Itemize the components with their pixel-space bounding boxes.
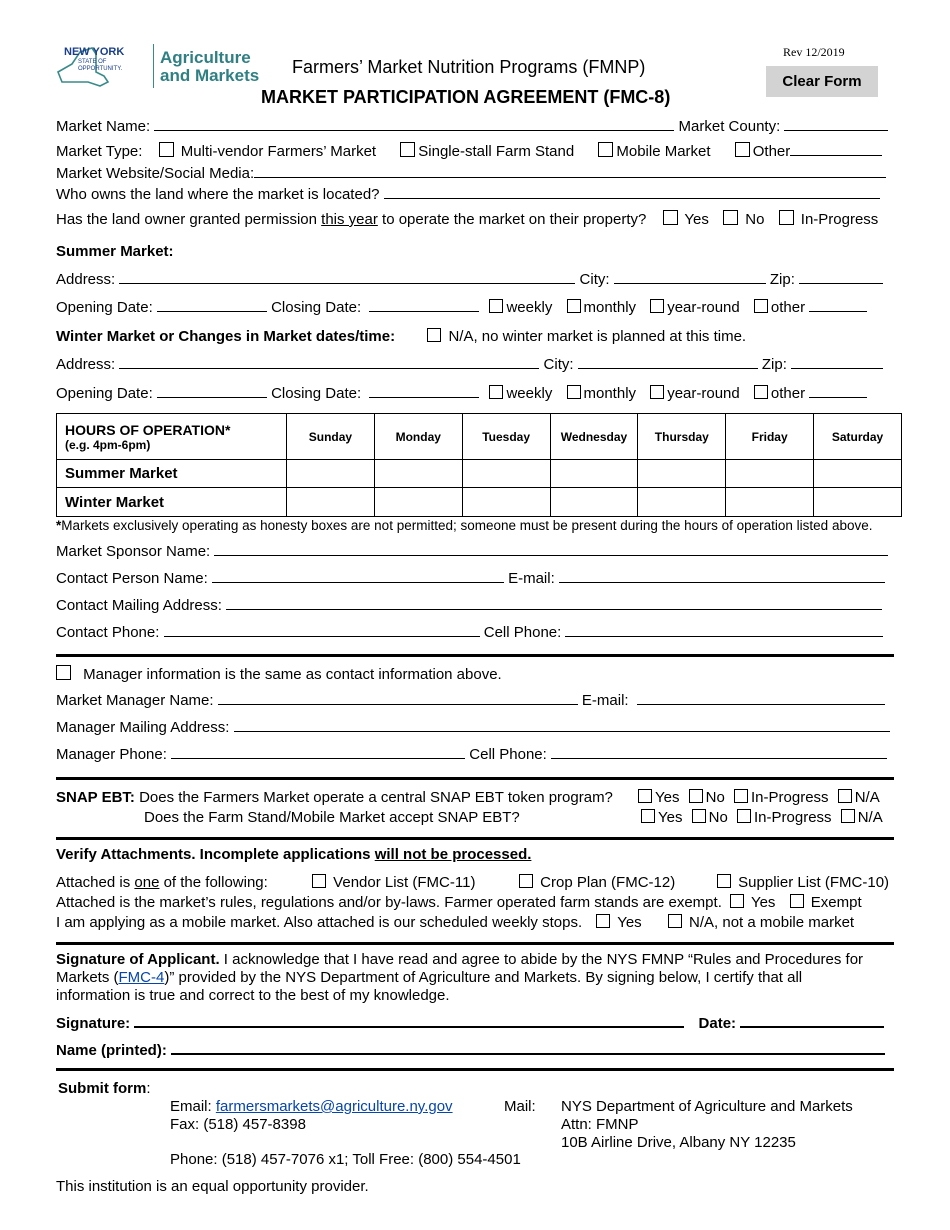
manager-mailing-row [56,719,890,736]
multi-vendor-checkbox[interactable] [159,142,174,157]
market-type-label: Market Type: [56,143,143,160]
other-type-checkbox[interactable] [735,142,750,157]
honesty-box-note [56,518,872,533]
crop-plan-option [519,874,675,891]
snap-q1-inprogress-checkbox[interactable] [734,789,748,803]
mobile-market-label: Mobile Market [616,143,711,160]
printed-name-label: Name (printed): [56,1042,167,1059]
snap-q1-yes-checkbox[interactable] [638,789,652,803]
summer-closing-input[interactable] [369,299,479,312]
summer-city-input[interactable] [614,271,766,284]
manager-same-label: Manager information is the same as contact information above. [83,666,502,683]
attach-line1-post: of the following: [159,874,268,891]
permission-label-pre: Has the land owner granted permission [56,211,322,228]
manager-email-input[interactable] [637,692,885,705]
contact-mailing-row [56,597,882,614]
manager-cell-input[interactable] [551,746,887,759]
permission-row [56,210,878,228]
summer-address-row [56,271,883,288]
market-name-row [56,118,888,135]
attachments-heading [56,846,531,863]
logo-dept-line1: Agriculture [160,48,251,67]
summer-monthly-checkbox[interactable] [567,299,581,313]
snap-q2-na-checkbox[interactable] [841,809,855,823]
land-owner-row [56,186,880,203]
form-title: MARKET PARTICIPATION AGREEMENT (FMC-8) [261,87,671,107]
signature-text-line2 [56,969,802,986]
hours-header-cell [57,414,287,460]
snap-q2-no-checkbox[interactable] [692,809,706,823]
summer-monthly-label: monthly [583,299,637,316]
summer-other-input[interactable] [809,299,867,312]
signature-text3: information is true and correct to the best of my knowledge. [56,987,450,1004]
sponsor-label: Market Sponsor Name: [56,543,211,560]
land-owner-label: Who owns the land where the market is located? [56,186,380,203]
manager-email-label: E-mail: [581,692,629,709]
signature-text2-post: )” provided by the NYS Department of Agriculture and Markets. By signing below, I certify that all [164,969,803,986]
contact-phone-label: Contact Phone: [56,624,160,641]
website-row [56,165,886,182]
divider-submit [56,1068,894,1071]
signature-input[interactable] [134,1014,684,1028]
winter-sunday-input[interactable] [287,488,375,517]
attach-line3 [56,914,854,931]
attach-line3-text: I am applying as a mobile market. Also attached is our scheduled weekly stops. [56,914,583,931]
summer-weekly-checkbox[interactable] [489,299,503,313]
winter-address-row [56,356,883,373]
permission-no-checkbox[interactable] [723,210,738,225]
winter-tuesday-input[interactable] [462,488,550,517]
winter-other-checkbox[interactable] [754,385,768,399]
winter-city-label: City: [543,356,574,373]
day-header-thursday: Thursday [638,414,726,460]
day-header-saturday: Saturday [814,414,902,460]
contact-cell-input[interactable] [565,624,883,637]
land-owner-input[interactable] [384,186,880,199]
winter-address-input[interactable] [119,356,539,369]
mobile-na-checkbox[interactable] [668,914,682,928]
winter-city-input[interactable] [578,356,758,369]
snap-q1-na-checkbox[interactable] [838,789,852,803]
printed-name-row [56,1041,885,1059]
winter-monthly-label: monthly [583,385,637,402]
manager-name-label: Market Manager Name: [56,692,214,709]
manager-phone-label: Manager Phone: [56,746,167,763]
revision-date: Rev 12/2019 [783,45,845,59]
logo-opportunity-text: OPPORTUNITY. [78,66,123,72]
program-title: Farmers’ Market Nutrition Programs (FMNP) [292,57,646,77]
logo-ny-text: NEW YORK [64,46,125,58]
hours-header-row [57,414,902,460]
snap-q1-text: Does the Farmers Market operate a central SNAP EBT token program? [139,789,613,806]
snap-q1-no-checkbox[interactable] [689,789,703,803]
snap-q1-options [638,789,880,806]
snap-q2-inprogress-checkbox[interactable] [737,809,751,823]
submit-fax: Fax: (518) 457-8398 [170,1116,306,1133]
market-county-input[interactable] [784,118,888,131]
crop-plan-label: Crop Plan (FMC-12) [540,874,676,891]
mobile-market-checkbox[interactable] [598,142,613,157]
winter-other-label: other [770,385,806,402]
submit-mail-line2: Attn: FMNP [561,1116,639,1133]
submit-mail-label: Mail: [504,1098,536,1115]
winter-hours-label: Winter Market [57,488,287,517]
summer-other-checkbox[interactable] [754,299,768,313]
manager-same-row [56,665,502,683]
attach-line1-pre: Attached is [56,874,135,891]
permission-inprogress-checkbox[interactable] [779,210,794,225]
submit-mail-line1: NYS Department of Agriculture and Markets [561,1098,853,1115]
snap-q2-yes-label: Yes [658,809,683,826]
summer-address-input[interactable] [119,271,575,284]
contact-person-row [56,570,885,587]
winter-zip-label: Zip: [761,356,787,373]
winter-closing-label: Closing Date: [271,385,362,402]
summer-friday-input[interactable] [726,460,814,488]
printed-name-input[interactable] [171,1041,885,1055]
winter-na-label: N/A, no winter market is planned at this time. [448,328,747,345]
mobile-na-label: N/A, not a mobile market [689,914,855,931]
winter-zip-input[interactable] [791,356,883,369]
permission-yes-label: Yes [684,211,709,228]
multi-vendor-label: Multi-vendor Farmers’ Market [180,143,377,160]
manager-phone-input[interactable] [171,746,465,759]
submit-email-label: Email: [170,1098,212,1115]
summer-tuesday-input[interactable] [462,460,550,488]
manager-cell-label: Cell Phone: [469,746,547,763]
contact-email-label: E-mail: [508,570,555,587]
attach-line2-text: Attached is the market’s rules, regulations and/or by-laws. Farmer operated farm stands are exempt. [56,894,722,911]
winter-heading: Winter Market or Changes in Market dates/time: [56,328,396,345]
signature-text-line1 [56,951,863,968]
winter-wednesday-input[interactable] [550,488,638,517]
signature-label: Signature: [56,1015,131,1032]
contact-person-input[interactable] [212,570,504,583]
summer-dates-row [56,299,867,316]
summer-weekly-label: weekly [506,299,553,316]
supplier-list-option [717,874,889,891]
logo-state-text: STATE OF [78,59,107,65]
day-header-monday: Monday [374,414,462,460]
snap-q2-no-label: No [708,809,728,826]
snap-label: SNAP EBT: [56,789,135,806]
sponsor-row [56,543,888,560]
contact-cell-label: Cell Phone: [483,624,562,641]
winter-opening-input[interactable] [157,385,267,398]
snap-q1-na-label: N/A [854,789,880,806]
rules-exempt-label: Exempt [810,894,862,911]
market-name-input[interactable] [154,118,674,131]
mobile-yes-checkbox[interactable] [596,914,610,928]
summer-opening-input[interactable] [157,299,267,312]
winter-na-checkbox[interactable] [427,328,441,342]
website-label: Market Website/Social Media: [56,165,255,182]
logo-divider [153,44,154,88]
summer-yearround-label: year-round [667,299,740,316]
fmc4-link[interactable]: FMC-4 [118,969,165,986]
summer-hours-label: Summer Market [57,460,287,488]
summer-wednesday-input[interactable] [550,460,638,488]
summer-closing-label: Closing Date: [271,299,362,316]
hours-table [56,413,902,517]
day-header-tuesday: Tuesday [462,414,550,460]
signature-text1: I acknowledge that I have read and agree to abide by the NYS FMNP “Rules and Procedures for [219,951,864,968]
rules-yes-checkbox[interactable] [730,894,744,908]
submit-email-row [170,1098,453,1115]
signature-row [56,1014,884,1032]
website-input[interactable] [254,165,886,178]
divider-snap [56,777,894,780]
clear-form-button[interactable]: Clear Form [766,66,878,97]
summer-monday-input[interactable] [374,460,462,488]
summer-zip-label: Zip: [769,271,795,288]
manager-phone-row [56,746,887,763]
snap-q1-row [56,789,613,806]
permission-yes-checkbox[interactable] [663,210,678,225]
summer-zip-input[interactable] [799,271,883,284]
day-header-friday: Friday [726,414,814,460]
vendor-list-option [312,874,475,891]
market-name-label: Market Name: [56,118,151,135]
divider-attachments [56,837,894,840]
date-label: Date: [698,1015,737,1032]
submit-colon: : [146,1080,151,1097]
winter-saturday-input[interactable] [814,488,902,517]
attachments-heading-warning: will not be processed. [374,846,532,863]
single-stall-label: Single-stall Farm Stand [418,143,575,160]
market-county-label: Market County: [678,118,781,135]
sponsor-input[interactable] [214,543,888,556]
snap-q1-yes-label: Yes [655,789,680,806]
winter-friday-input[interactable] [726,488,814,517]
date-input[interactable] [740,1014,884,1028]
summer-thursday-input[interactable] [638,460,726,488]
permission-label-post: to operate the market on their property? [377,211,647,228]
summer-opening-label: Opening Date: [56,299,153,316]
contact-phone-input[interactable] [164,624,480,637]
winter-dates-row [56,385,867,402]
vendor-list-checkbox[interactable] [312,874,326,888]
equal-opportunity-footer: This institution is an equal opportunity provider. [56,1178,369,1195]
winter-opening-label: Opening Date: [56,385,153,402]
contact-mailing-label: Contact Mailing Address: [56,597,222,614]
snap-q2-inprogress-label: In-Progress [754,809,832,826]
winter-hours-row [57,488,902,517]
snap-q2-na-label: N/A [857,809,883,826]
hours-header-example: (e.g. 4pm-6pm) [65,437,151,452]
signature-text2-pre: Markets ( [56,969,119,986]
summer-heading: Summer Market: [56,243,174,260]
summer-other-label: other [770,299,806,316]
snap-q1-no-label: No [705,789,725,806]
supplier-list-label: Supplier List (FMC-10) [738,874,890,891]
manager-name-row [56,692,885,709]
nys-ag-logo [52,42,262,92]
manager-same-checkbox[interactable] [56,665,71,680]
winter-thursday-input[interactable] [638,488,726,517]
submit-mail-line3: 10B Airline Drive, Albany NY 12235 [561,1134,796,1151]
winter-address-label: Address: [56,356,116,373]
rules-exempt-checkbox[interactable] [790,894,804,908]
single-stall-checkbox[interactable] [400,142,415,157]
honesty-note-text: Markets exclusively operating as honesty boxes are not permitted; someone must be present during the hours of operation listed above. [61,518,873,533]
attachments-heading-text: Verify Attachments. Incomplete applications [56,846,375,863]
manager-name-input[interactable] [218,692,578,705]
contact-email-input[interactable] [559,570,885,583]
permission-inprogress-label: In-Progress [800,211,879,228]
summer-yearround-checkbox[interactable] [650,299,664,313]
summer-saturday-input[interactable] [814,460,902,488]
summer-city-label: City: [579,271,610,288]
contact-phone-row [56,624,883,641]
signature-heading: Signature of Applicant. [56,951,220,968]
summer-sunday-input[interactable] [287,460,375,488]
divider-manager [56,654,894,657]
manager-mailing-input[interactable] [234,719,890,732]
winter-yearround-checkbox[interactable] [650,385,664,399]
day-header-sunday: Sunday [287,414,375,460]
manager-mailing-label: Manager Mailing Address: [56,719,230,736]
attach-line1-emph: one [134,874,160,891]
summer-address-label: Address: [56,271,116,288]
supplier-list-checkbox[interactable] [717,874,731,888]
winter-weekly-checkbox[interactable] [489,385,503,399]
logo-dept-line2: and Markets [160,66,260,85]
permission-label-emph: this year [321,211,378,228]
hours-header-title: HOURS OF OPERATION* [65,421,231,438]
attach-line1 [56,874,268,891]
divider-signature [56,942,894,945]
winter-monthly-checkbox[interactable] [567,385,581,399]
snap-q2-yes-checkbox[interactable] [641,809,655,823]
crop-plan-checkbox[interactable] [519,874,533,888]
permission-no-label: No [745,211,765,228]
rules-yes-label: Yes [750,894,776,911]
contact-mailing-input[interactable] [226,597,882,610]
attach-line2 [56,894,862,911]
other-type-label: Other [752,143,791,160]
vendor-list-label: Vendor List (FMC-11) [333,874,476,891]
contact-person-label: Contact Person Name: [56,570,208,587]
mobile-yes-label: Yes [617,914,642,931]
winter-heading-row [56,328,746,345]
submit-email-link[interactable]: farmersmarkets@agriculture.ny.gov [215,1098,453,1115]
snap-q2-options [641,809,883,826]
summer-hours-row [57,460,902,488]
winter-weekly-label: weekly [506,385,553,402]
other-type-input[interactable] [790,143,882,156]
submit-phone: Phone: (518) 457-7076 x1; Toll Free: (800) 554-4501 [170,1151,521,1168]
winter-closing-input[interactable] [369,385,479,398]
winter-other-input[interactable] [809,385,867,398]
submit-heading [58,1080,151,1097]
submit-label: Submit form [58,1080,147,1097]
honesty-note-asterisk: * [56,518,62,533]
market-type-row [56,142,882,160]
snap-q1-inprogress-label: In-Progress [751,789,829,806]
snap-q2-text: Does the Farm Stand/Mobile Market accept SNAP EBT? [144,809,520,826]
day-header-wednesday: Wednesday [550,414,638,460]
winter-monday-input[interactable] [374,488,462,517]
winter-yearround-label: year-round [667,385,740,402]
